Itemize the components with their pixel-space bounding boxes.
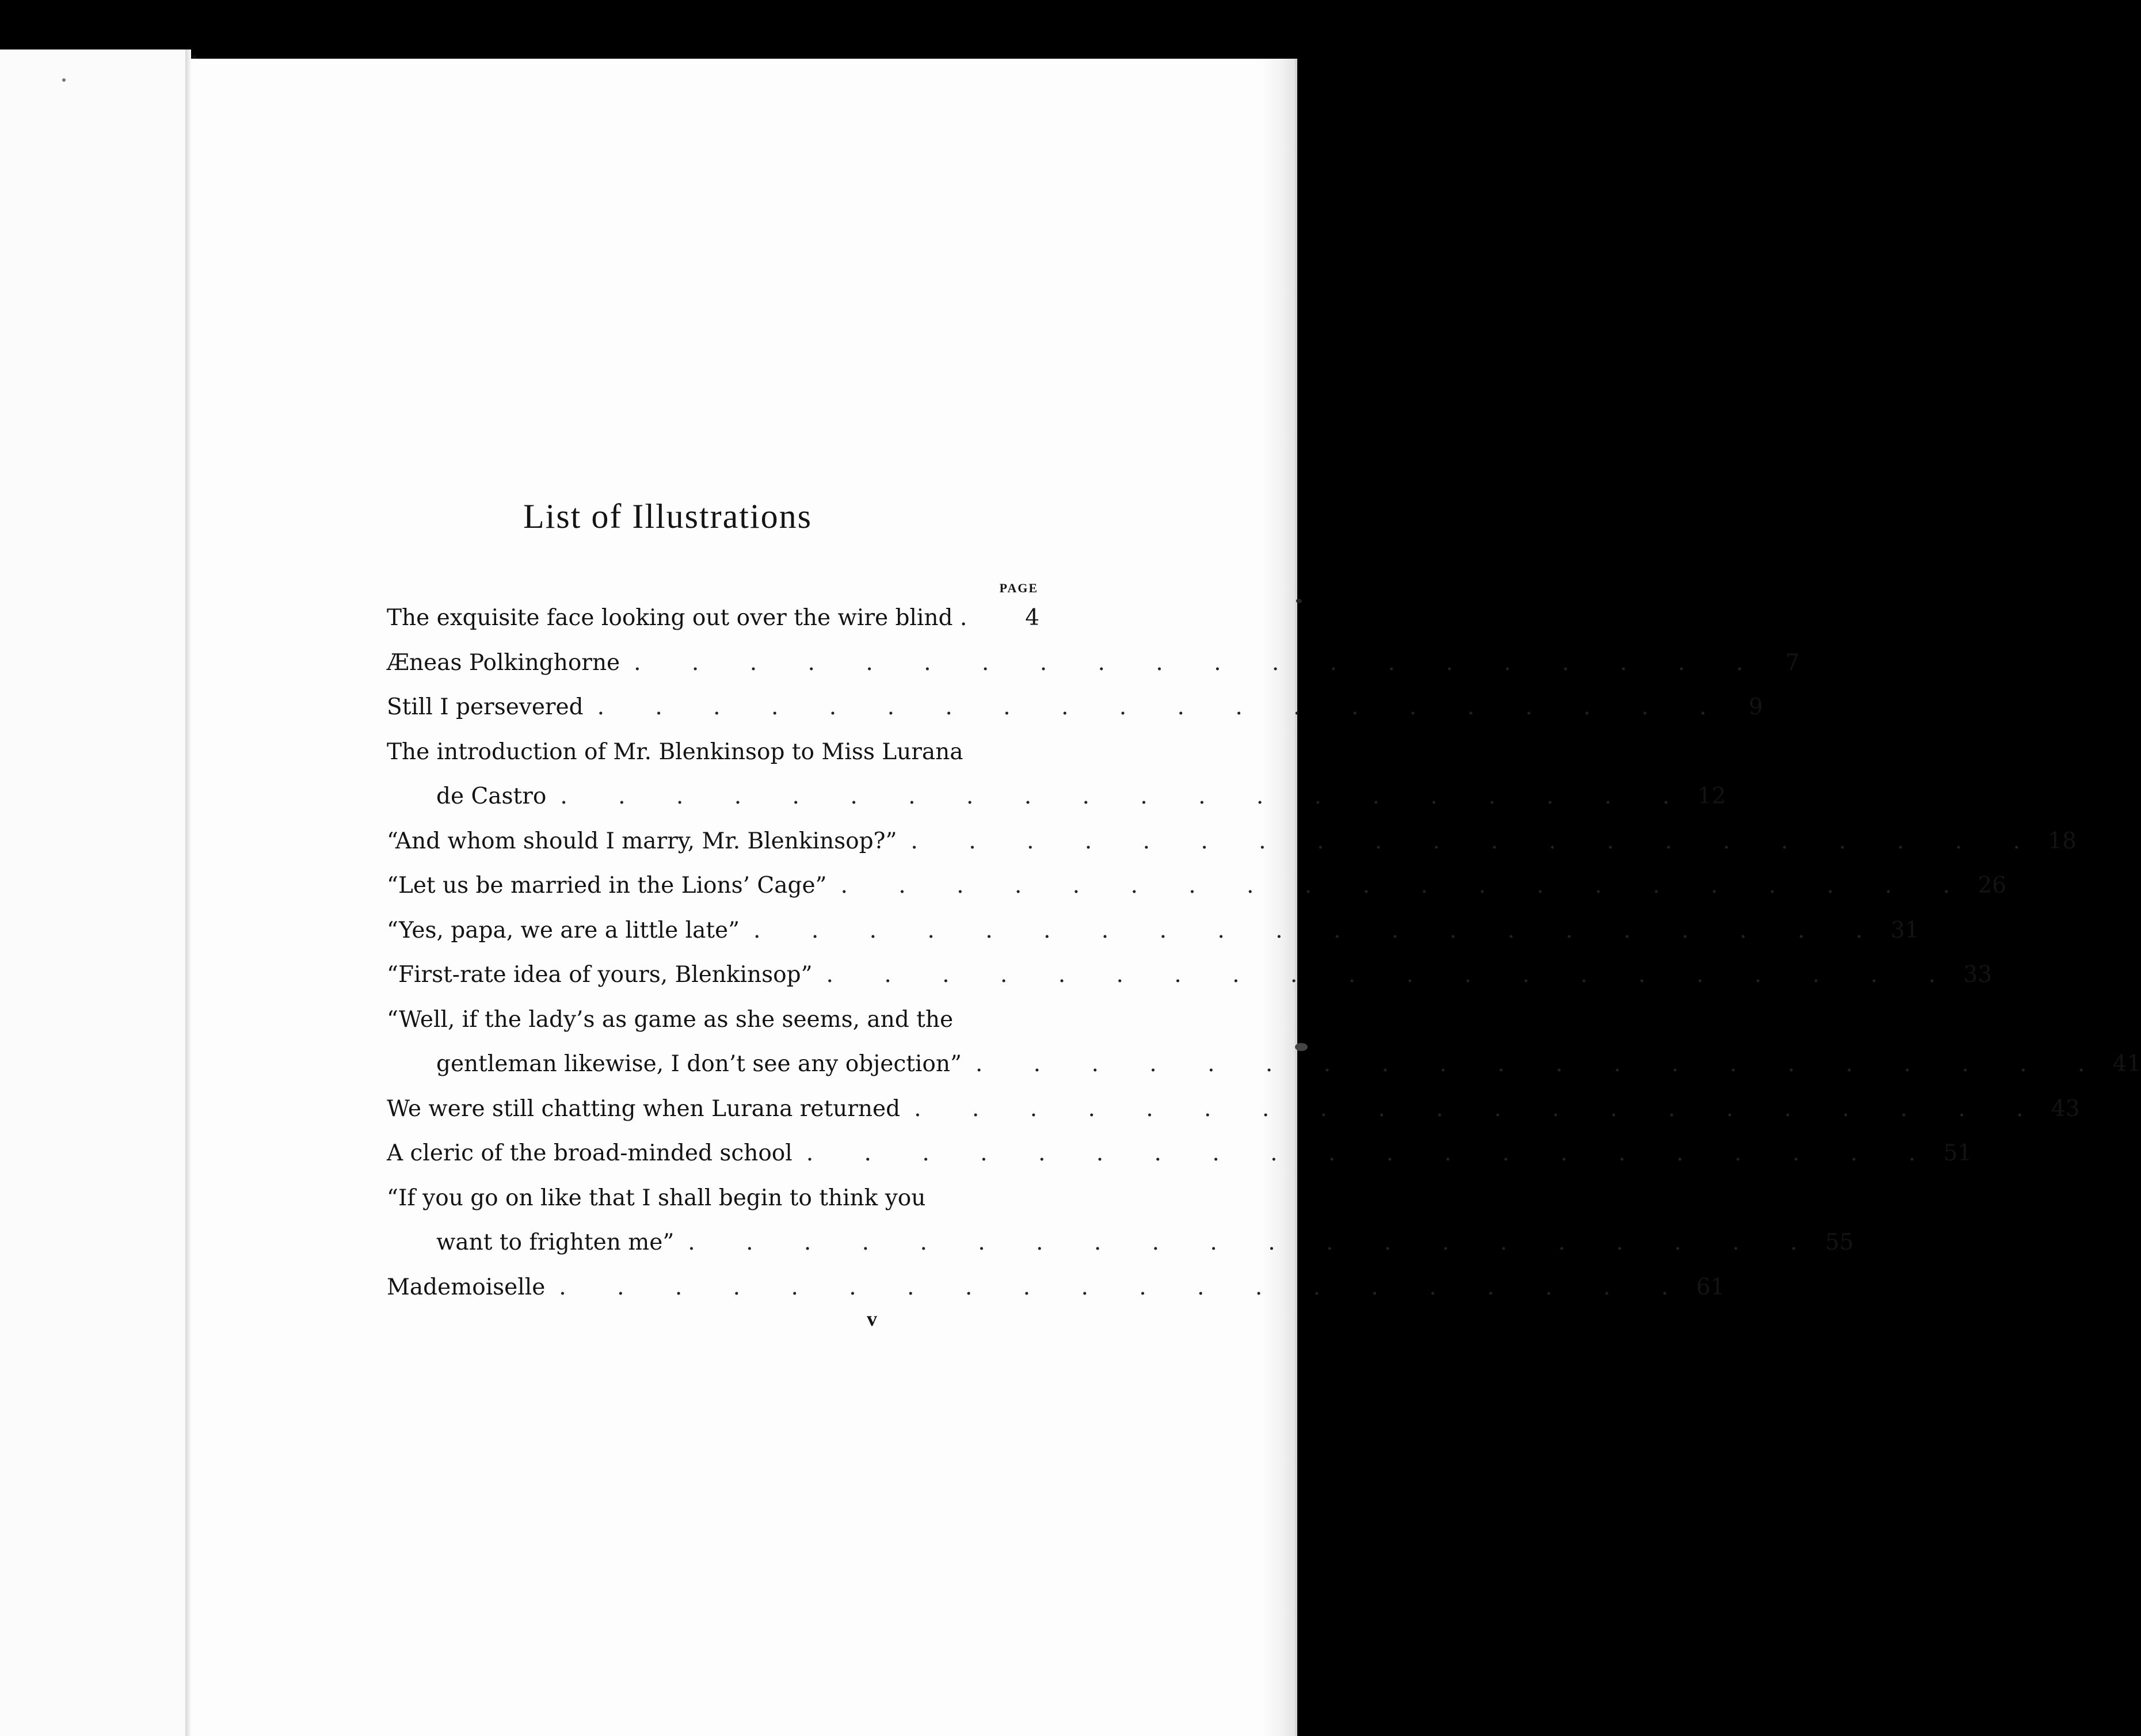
illustration-entry [387, 863, 2006, 908]
entry-caption: “And whom should I marry, Mr. Blenkinsop?” [387, 828, 897, 854]
dot-leader: . . . . . . . . . . . . . . . . . . . . [911, 828, 2042, 854]
entry-caption: A cleric of the broad-minded school [387, 1140, 793, 1166]
illustration-entry [387, 1176, 1854, 1265]
entry-page-number: 12 [1697, 783, 1726, 809]
entry-line [387, 685, 1763, 730]
entry-page-number: 18 [2048, 828, 2077, 854]
entry-line [387, 1131, 1972, 1176]
illustration-entry [387, 819, 2077, 864]
left-page [0, 50, 185, 1736]
entry-caption: “Well, if the lady’s as game as she seems, and the [387, 1006, 954, 1033]
illustration-entry [387, 641, 1800, 686]
entry-caption: want to frighten me” [436, 1229, 675, 1255]
illustration-entry [387, 953, 1993, 998]
entry-caption: de Castro [436, 783, 547, 809]
entry-caption: The exquisite face looking out over the wire blind . [387, 605, 967, 631]
entry-page-number: 51 [1943, 1140, 1972, 1166]
dot-leader: . . . . . . . . . . . . . . . . . . . . [597, 694, 1729, 720]
entry-line [387, 953, 1993, 998]
entry-page-number: 26 [1978, 873, 2006, 899]
entry-caption: “Let us be married in the Lions’ Cage” [387, 873, 827, 899]
entry-line [387, 596, 1039, 641]
scan-speck [62, 78, 66, 82]
entry-line [387, 641, 1800, 686]
entry-caption: Still I persevered [387, 694, 584, 720]
illustration-entry [387, 730, 1726, 819]
dot-leader: . . . . . . . . . . . . . . . . . . . . [806, 1140, 1938, 1166]
dot-leader: . . . . . . . . . . . . . . . . . . . . [688, 1229, 1819, 1255]
entry-line [387, 730, 1039, 775]
entry-page-number: 43 [2051, 1095, 2080, 1122]
entry-continuation-line [387, 1042, 2141, 1087]
scan-speck [1296, 599, 1302, 603]
entry-page-number: 4 [1025, 605, 1039, 631]
entry-caption: “If you go on like that I shall begin to think you [387, 1185, 926, 1211]
illustration-entry [387, 685, 1763, 730]
illustration-entry [387, 1265, 1725, 1310]
dot-leader: . . . . . . . . . . . . . . . . . . . . [975, 1051, 2107, 1077]
dot-leader: . . . . . . . . . . . . . . . . . . . . [560, 783, 1692, 809]
dot-leader: . . . . . . . . . . . . . . . . . . . . [634, 649, 1765, 676]
entry-line [387, 1176, 1039, 1221]
dot-leader: . . . . . . . . . . . . . . . . . . . . [826, 962, 1958, 988]
entry-page-number: 31 [1890, 917, 1919, 943]
dot-leader: . . . . . . . . . . . . . . . . . . . . [559, 1274, 1690, 1300]
entry-caption: gentleman likewise, I don’t see any objection” [436, 1051, 962, 1077]
entry-continuation-line [387, 774, 1726, 819]
entry-caption: Mademoiselle [387, 1274, 546, 1300]
entry-page-number: 33 [1963, 962, 1993, 988]
entry-line [387, 908, 1919, 953]
illustrations-list [387, 596, 2141, 1309]
page-title: List of Illustrations [523, 497, 812, 535]
dot-leader: . . . . . . . . . . . . . . . . . . . . [840, 873, 1972, 899]
entry-line [387, 863, 2006, 908]
dot-leader: . . . . . . . . . . . . . . . . . . . . [914, 1095, 2045, 1122]
entry-page-number: 7 [1785, 649, 1800, 676]
book-gutter [185, 50, 191, 1736]
entry-line [387, 998, 1039, 1042]
entry-line [387, 1265, 1725, 1310]
illustration-entry [387, 908, 1919, 953]
entry-continuation-line [387, 1220, 1854, 1265]
entry-line [387, 819, 2077, 864]
entry-caption: We were still chatting when Lurana returned [387, 1095, 901, 1122]
entry-page-number: 9 [1748, 694, 1763, 720]
illustration-entry [387, 998, 2141, 1087]
entry-page-number: 55 [1825, 1229, 1854, 1255]
entry-caption: The introduction of Mr. Blenkinsop to Miss Lurana [387, 738, 963, 765]
illustration-entry [387, 1131, 1972, 1176]
page-column-header: PAGE [999, 581, 1038, 595]
entry-caption: “Yes, papa, we are a little late” [387, 917, 740, 943]
entry-page-number: 61 [1696, 1274, 1725, 1300]
page-folio: v [867, 1307, 877, 1330]
illustration-entry [387, 1087, 2080, 1132]
illustration-entry [387, 596, 1039, 641]
dot-leader: . . . . . . . . . . . . . . . . . . . . [753, 917, 1885, 943]
entry-line [387, 1087, 2080, 1132]
entry-caption: “First-rate idea of yours, Blenkinsop” [387, 962, 813, 988]
entry-page-number: 41 [2112, 1051, 2141, 1077]
entry-caption: Æneas Polkinghorne [387, 649, 620, 676]
